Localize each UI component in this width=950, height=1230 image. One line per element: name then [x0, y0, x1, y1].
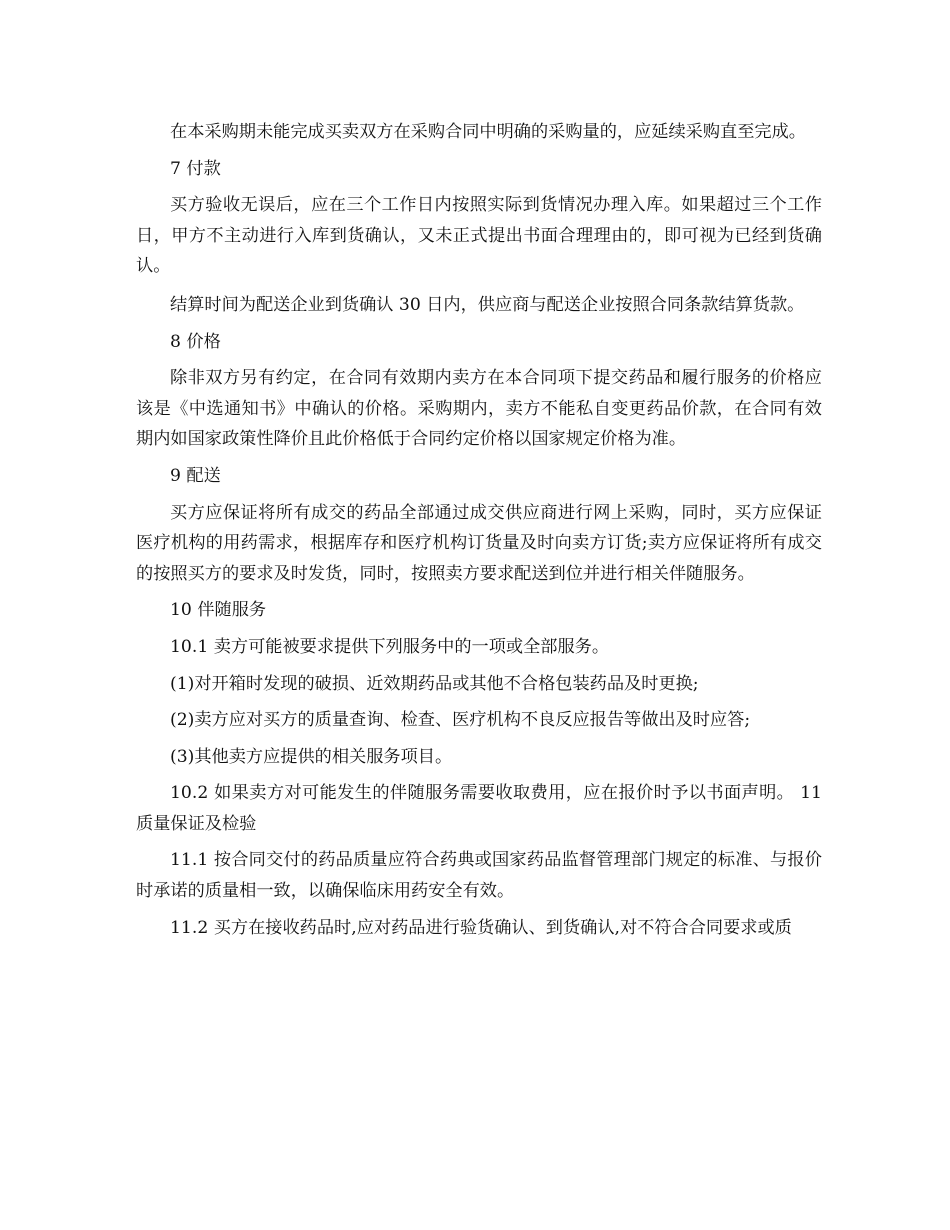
heading-payment: 7 付款	[170, 158, 221, 179]
list-item-3: (3)其他卖方应提供的相关服务项目。	[170, 746, 453, 767]
paragraph-services-10-2: 10.2 如果卖方对可能发生的伴随服务需要收取费用，应在报价时予以书面声明。 11 质量保证及检验	[136, 783, 822, 834]
paragraph-quality-11-1: 11.1 按合同交付的药品质量应符合药典或国家药品监督管理部门规定的标准、与报价时承诺的质量相一致，以确保临床用药安全有效。	[136, 850, 822, 902]
heading-services: 10 伴随服务	[170, 600, 267, 621]
paragraph-acceptance: 买方验收无误后，应在三个工作日内按照实际到货情况办理入库。如果超过三个工作日，甲方不主动进行入库到货确认，又未正式提出书面合理理由的，即可视为已经到货确认。	[136, 195, 822, 277]
paragraph-quality-11-2: 11.2 买方在接收药品时,应对药品进行验货确认、到货确认,对不符合合同要求或质	[170, 917, 792, 938]
paragraph-services-10-1: 10.1 卖方可能被要求提供下列服务中的一项或全部服务。	[170, 636, 610, 657]
paragraph-settlement: 结算时间为配送企业到货确认 30 日内，供应商与配送企业按照合同条款结算货款。	[170, 294, 805, 315]
paragraph-continue-purchase: 在本采购期未能完成买卖双方在采购合同中明确的采购量的，应延续采购直至完成。	[170, 122, 806, 142]
list-item-1: (1)对开箱时发现的破损、近效期药品或其他不合格包装药品及时更换;	[170, 673, 699, 694]
list-item-2: (2)卖方应对买方的质量查询、检查、医疗机构不良反应报告等做出及时应答;	[170, 710, 751, 731]
heading-price: 8 价格	[170, 331, 221, 352]
paragraph-delivery: 买方应保证将所有成交的药品全部通过成交供应商进行网上采购，同时，买方应保证医疗机构的用药需求，根据库存和医疗机构订货量及时向卖方订货;卖方应保证将所有成交的按照买方的要求及时发货，同时，按照卖方要求配送到位并进行相关伴随服务。	[136, 502, 822, 584]
paragraph-price: 除非双方另有约定，在合同有效期内卖方在本合同项下提交药品和履行服务的价格应该是《中选通知书》中确认的价格。采购期内，卖方不能私自变更药品价款，在合同有效期内如国家政策性降价且此价格低于合同约定价格以国家规定价格为准。	[136, 368, 822, 450]
heading-delivery: 9 配送	[170, 465, 221, 486]
document-body	[136, 117, 822, 943]
